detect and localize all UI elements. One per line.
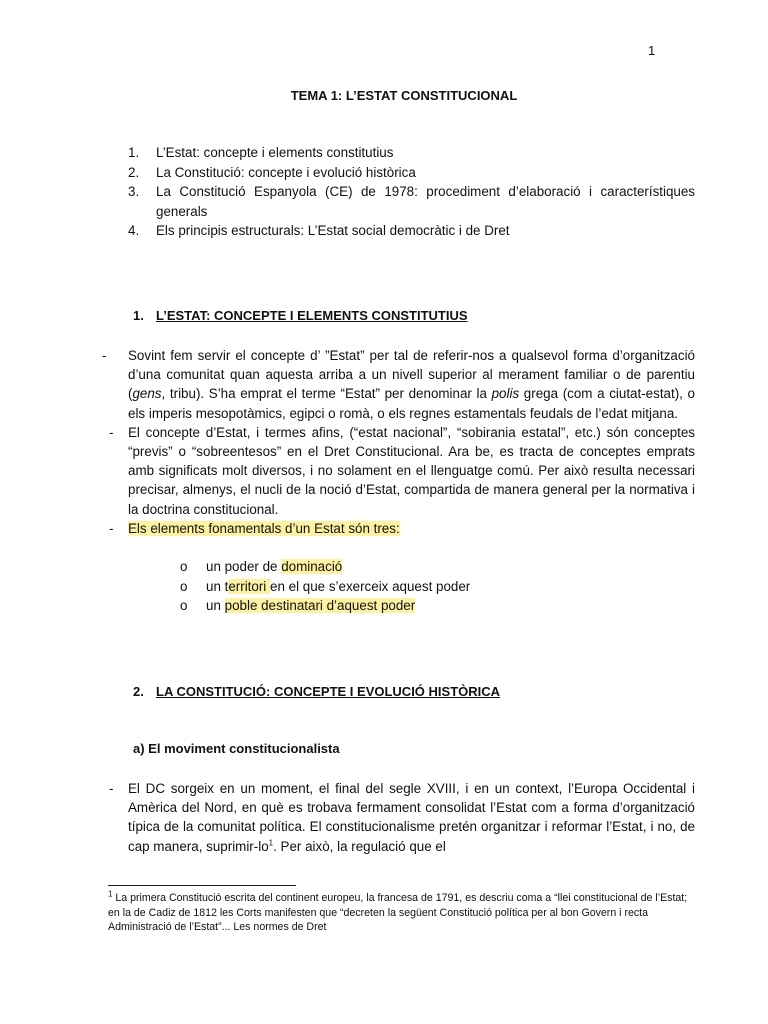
toc-item-number: 4. (128, 223, 140, 238)
footnote-separator (108, 885, 296, 886)
section-title: L’ESTAT: CONCEPTE I ELEMENTS CONSTITUTIUS (156, 308, 468, 323)
list-item-text-part: un t (206, 578, 229, 594)
list-item (180, 577, 680, 597)
paragraph-text-part: . Per això, la regulació que el (273, 838, 446, 854)
paragraph-text (128, 346, 695, 423)
italic-term: gens (132, 386, 162, 402)
list-item-text-part: en el que s’exerceix aquest poder (270, 578, 471, 594)
paragraph-text-part: El DC sorgeix en un moment, el final del segle XVIII, i en un context, l’Europa Occidental i Amèrica del Nord, en què es trobava fermament consolidat l’Estat com a forma d’organització típica de la comunitat política. El constitucionalisme pretén organitzar i reformar l’Estat, i no, de cap manera, suprimir-lo (128, 781, 695, 854)
paragraph (102, 779, 695, 856)
paragraph (102, 346, 695, 423)
toc-item-text: Els principis estructurals: L’Estat social democràtic i de Dret (156, 223, 510, 238)
section-1-heading (133, 308, 468, 323)
table-of-contents (128, 143, 695, 241)
paragraph-text: El concepte d’Estat, i termes afins, (“estat nacional”, “sobirania estatal”, etc.) són conceptes “previs” o “sobreentesos” en el Dret Constitucional. Ara be, es tracta de conceptes emprats amb significats molt diversos, i no solament en el llenguatge comú. Per això resulta necessari precisar, almenys, el nucli de la noció d’Estat, compartida de manera general per la normativa i la doctrina constitucional. (128, 424, 695, 517)
section-number: 2. (133, 684, 144, 699)
list-dash: - (102, 348, 107, 363)
section-number: 1. (133, 308, 144, 323)
elements-list (180, 557, 680, 616)
bullet-icon: o (180, 598, 188, 614)
footnote (108, 891, 688, 935)
list-item-text (206, 596, 415, 616)
toc-item-number: 2. (128, 164, 140, 180)
toc-item-number: 1. (128, 145, 140, 160)
paragraph (102, 519, 695, 538)
list-item (180, 596, 680, 616)
toc-item (128, 163, 695, 183)
toc-item-text: La Constitució Espanyola (CE) de 1978: procediment d’elaboració i característiques generals (156, 184, 695, 219)
highlighted-text: Els elements fonamentals d’un Estat són tres: (128, 520, 400, 536)
list-item-text-part: un (206, 598, 225, 614)
subsection-a-heading: a) El moviment constitucionalista (133, 741, 340, 756)
bullet-icon: o (180, 559, 188, 574)
page-number: 1 (648, 43, 656, 58)
toc-item-text: L’Estat: concepte i elements constitutius (156, 145, 394, 160)
section-1-body (102, 346, 695, 538)
list-dash: - (109, 781, 114, 796)
list-item-text (206, 577, 470, 597)
toc-item-number: 3. (128, 184, 140, 199)
section-title: LA CONSTITUCIÓ: CONCEPTE I EVOLUCIÓ HISTÒRICA (156, 684, 501, 699)
toc-item (128, 221, 695, 241)
list-item (180, 557, 680, 577)
footnote-reference[interactable]: 1 (268, 838, 274, 848)
list-dash: - (109, 424, 114, 440)
footnote-mark: 1 (108, 889, 113, 899)
list-item-text-part: un poder de (206, 559, 282, 574)
paragraph-text (128, 779, 695, 856)
highlighted-text: erritori (228, 578, 271, 594)
toc-item (128, 143, 695, 163)
paragraph-text (128, 519, 695, 538)
section-2-heading (133, 684, 500, 699)
paragraph (102, 423, 695, 519)
highlighted-text: poble destinatari d’aquest poder (224, 598, 416, 614)
list-item-text (206, 557, 342, 577)
italic-term: polis (491, 386, 520, 402)
list-dash: - (109, 520, 114, 536)
footnote-text: La primera Constitució escrita del continent europeu, la francesa de 1791, es descriu coma a “llei constitucional de l’Estat; en la de Cadiz de 1812 les Corts manifesten que “decreten la següent Constitució política per al bon Govern i recta Administració de l’Estat”... Les normes de Dret (108, 892, 688, 934)
paragraph-text-part: Sovint fem servir el concepte d’ ”Estat” per tal de referir-nos a qualsevol forma d’organització d’una comunitat quan aquesta arriba a un nivell superior al merament familiar o de parentiu ( (128, 348, 695, 402)
section-2-body (102, 779, 695, 856)
paragraph-text-part: grega (com a ciutat-estat), o els imperis mesopotàmics, egipci o romà, o els regnes estamentals feudals de l’edat mitjana. (128, 386, 695, 421)
document-title: TEMA 1: L’ESTAT CONSTITUCIONAL (290, 88, 518, 103)
bullet-icon: o (180, 578, 188, 594)
toc-item-text: La Constitució: concepte i evolució històrica (156, 164, 416, 180)
paragraph-text-part: , tribu). S’ha emprat el terme “Estat” per denominar la (161, 386, 492, 402)
toc-item (128, 182, 695, 221)
highlighted-text: dominació (281, 559, 343, 574)
